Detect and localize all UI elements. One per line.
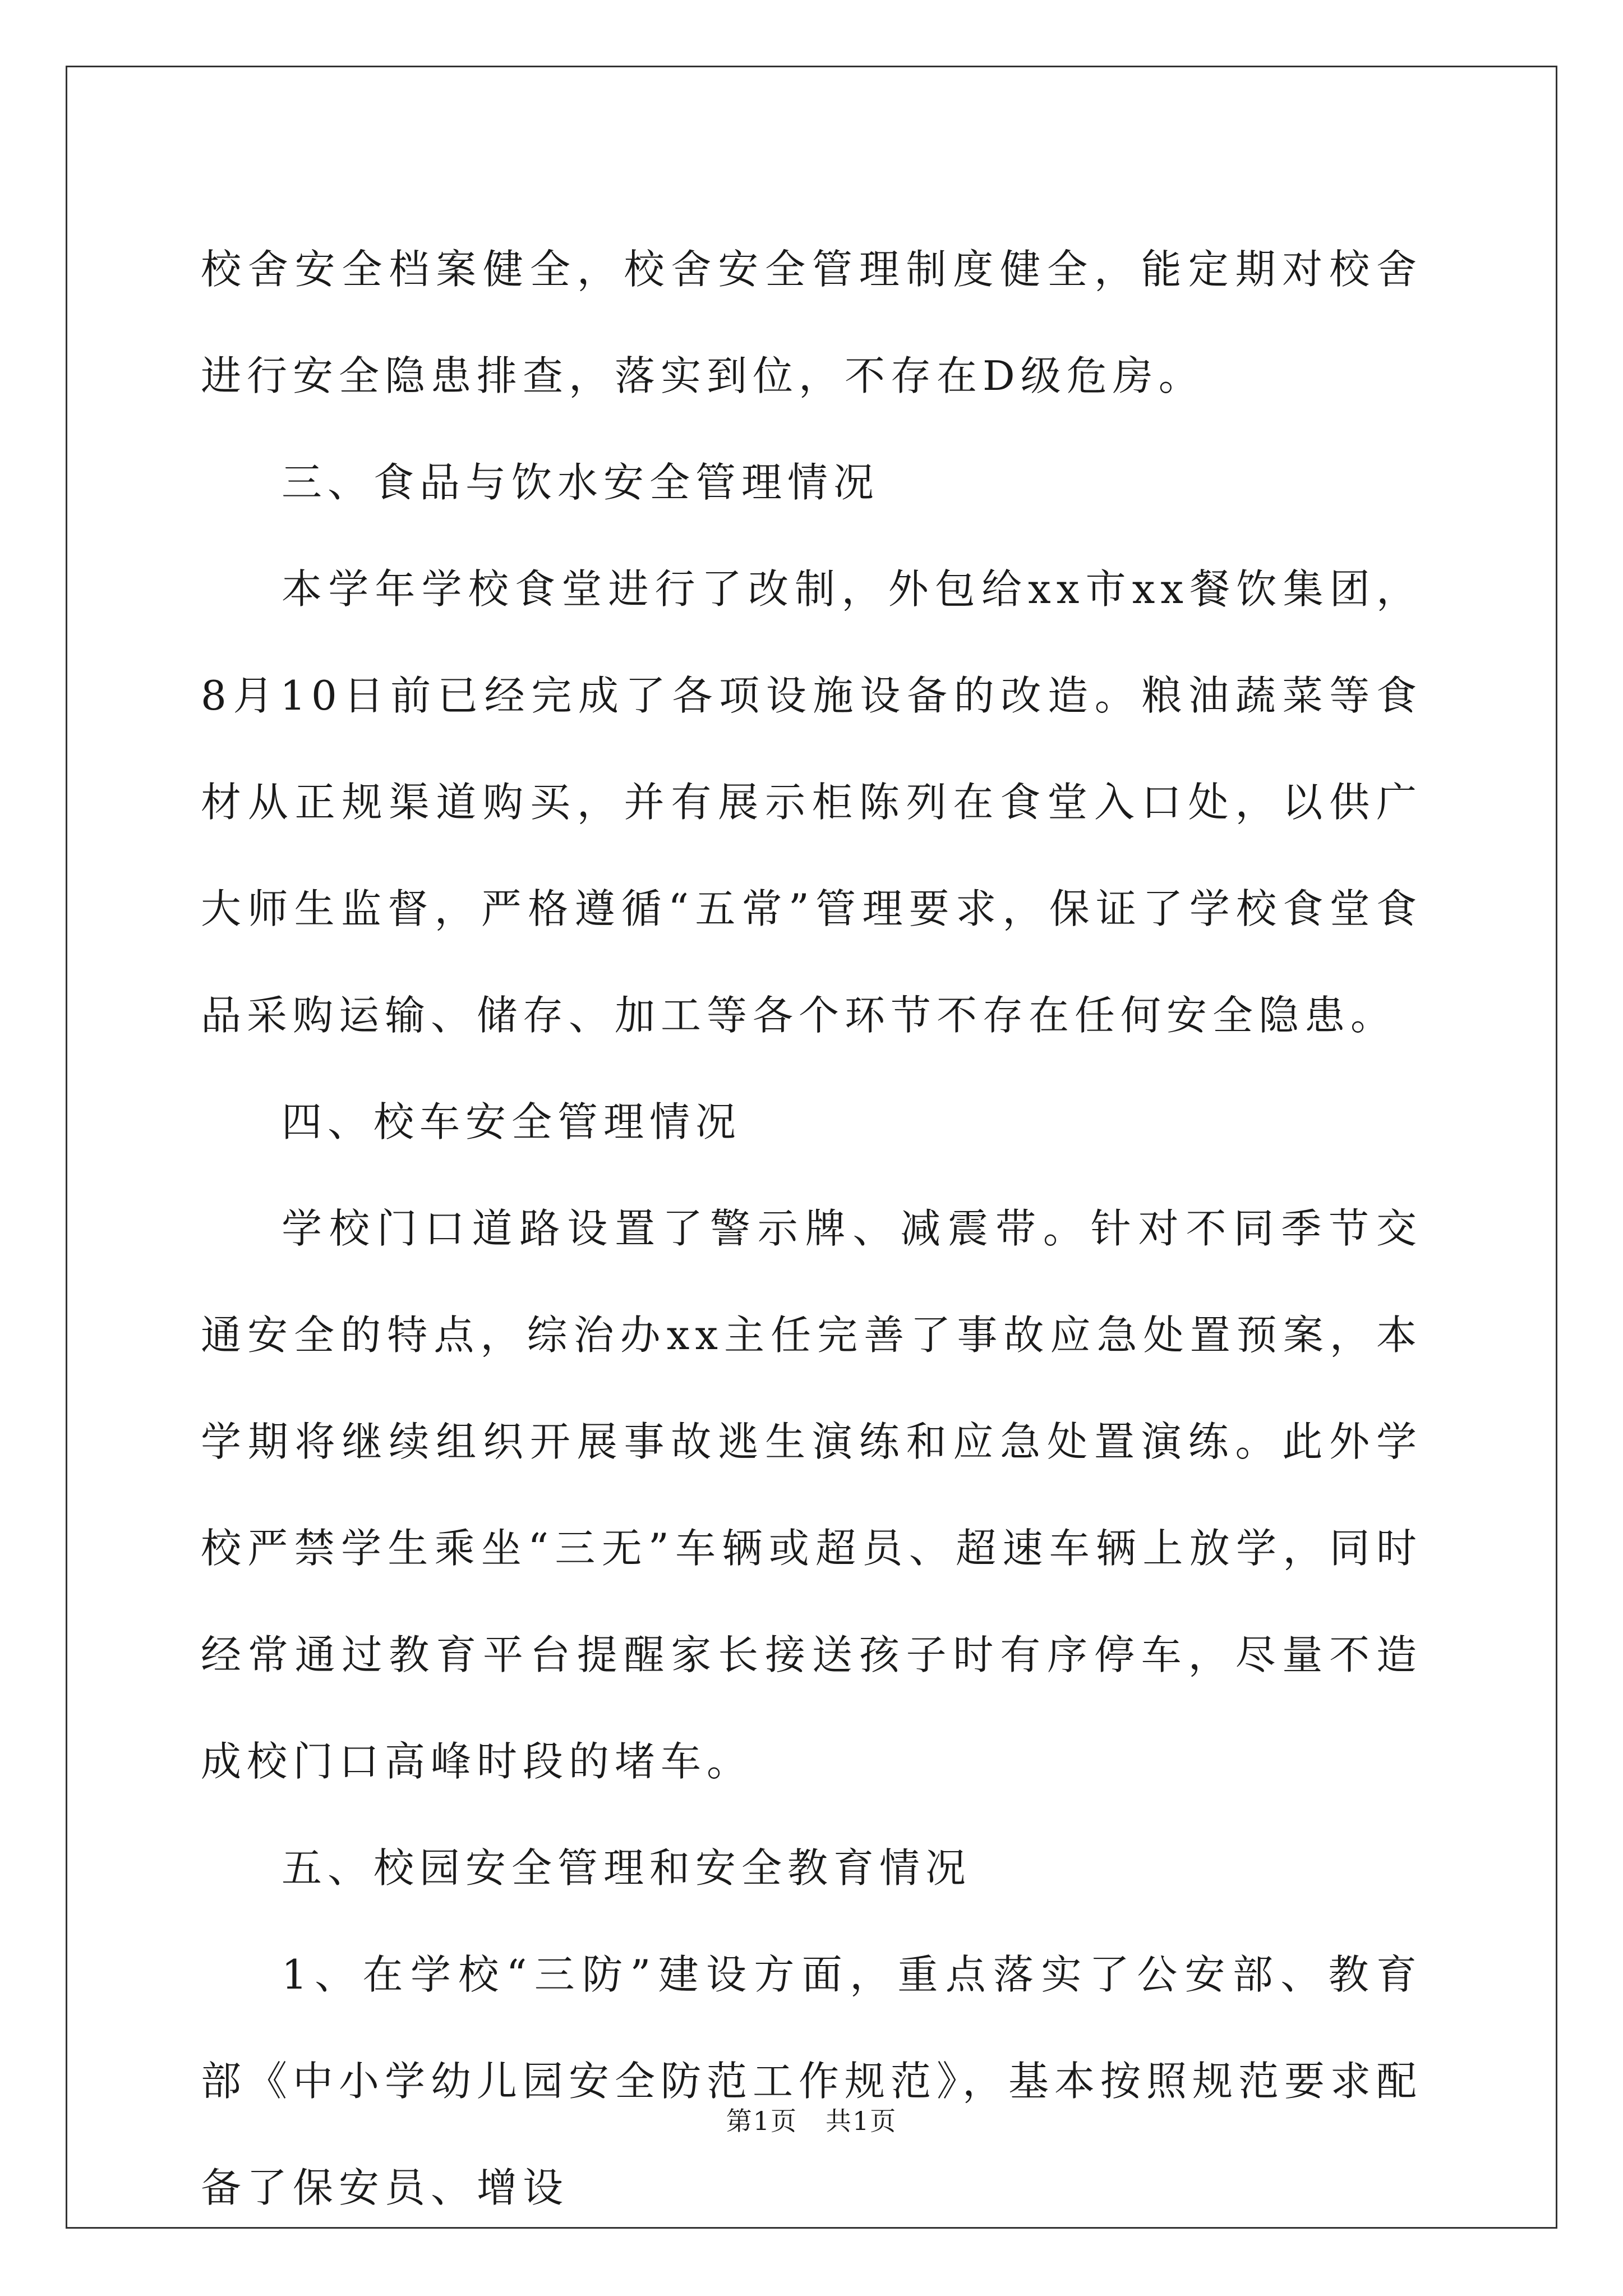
section-heading-5: 五、校园安全管理和安全教育情况: [282, 1844, 972, 1892]
paragraph-canteen: 本学年学校食堂进行了改制，外包给xx市xx餐饮集团，8月10日前已经完成了各项设施设备的改造。粮油蔬菜等食材从正规渠道购买，并有展示柜陈列在食堂入口处，以供广大师生监督，严格遵循“五常”管理要求，保证了学校食堂食品采购运输、储存、加工等各个环节不存在任何安全隐患。: [201, 565, 1422, 1039]
paragraph-three-defenses: 1、在学校“三防”建设方面，重点落实了公安部、教育部《中小学幼儿园安全防范工作规范》，基本按照规范要求配备了保安员、增设: [201, 1951, 1423, 2211]
paragraph-1: 校舍安全档案健全，校舍安全管理制度健全，能定期对校舍进行安全隐患排查，落实到位，不存在D级危房。: [201, 246, 1422, 399]
section-heading-4: 四、校车安全管理情况: [282, 1098, 742, 1145]
page-footer: [0, 2101, 1623, 2138]
section-heading-3: 三、食品与饮水安全管理情况: [282, 459, 880, 506]
paragraph-school-bus: 学校门口道路设置了警示牌、减震带。针对不同季节交通安全的特点，综治办xx主任完善了事故应急处置预案，本学期将继续组织开展事故逃生演练和应急处置演练。此外学校严禁学生乘坐“三无”车辆或超员、超速车辆上放学，同时经常通过教育平台提醒家长接送孩子时有序停车，尽量不造成校门口高峰时段的堵车。: [201, 1205, 1422, 1785]
document-body: [201, 216, 1422, 2241]
page-number: 第1页: [726, 2106, 797, 2136]
page-total: 共1页: [826, 2106, 897, 2136]
